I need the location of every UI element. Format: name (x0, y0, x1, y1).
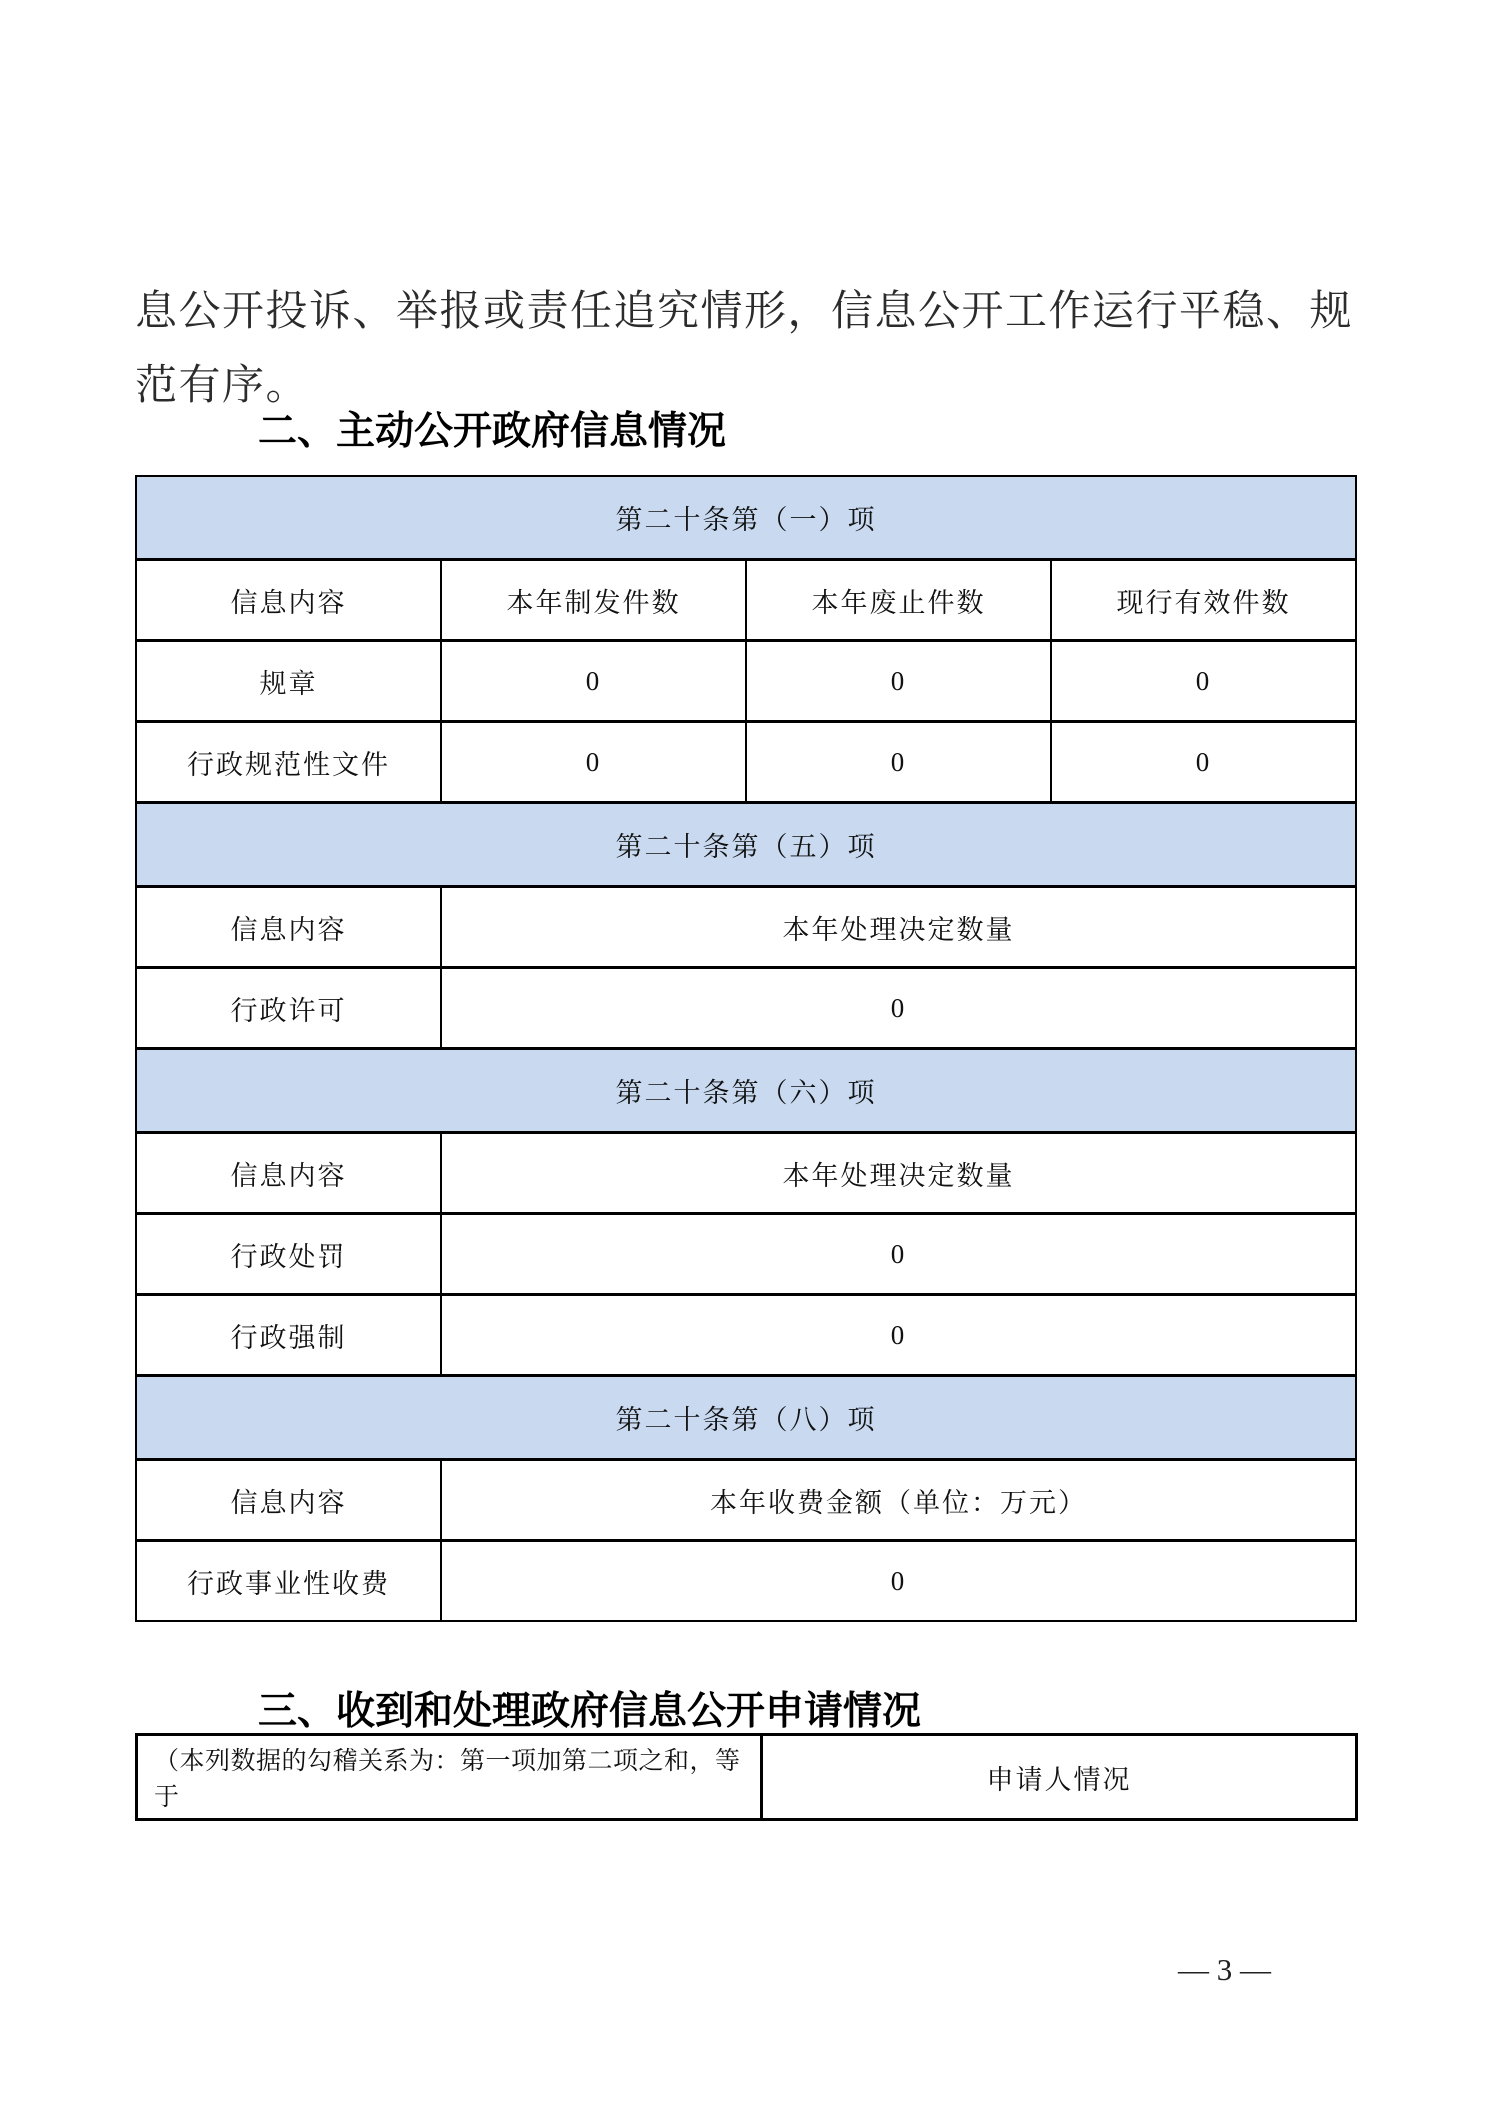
value-cell: 0 (1051, 722, 1356, 803)
row-label-regulations: 规章 (136, 641, 441, 722)
value-cell: 0 (441, 968, 1356, 1049)
row-label-administrative-license: 行政许可 (136, 968, 441, 1049)
table-row (136, 476, 1356, 560)
value-cell: 0 (441, 722, 746, 803)
column-header-info-content: 信息内容 (136, 560, 441, 641)
section-2-heading: 二、主动公开政府信息情况 (258, 410, 727, 453)
table-row (136, 968, 1356, 1049)
value-cell: 0 (441, 1214, 1356, 1295)
application-handling-table (135, 1733, 1358, 1821)
table-row (136, 1049, 1356, 1133)
applicant-status-header: 申请人情况 (762, 1735, 1357, 1820)
column-header-decisions-count: 本年处理决定数量 (441, 887, 1356, 968)
reconciliation-note-cell: （本列数据的勾稽关系为：第一项加第二项之和，等于 (137, 1735, 762, 1820)
value-cell: 0 (746, 722, 1051, 803)
table-row (136, 803, 1356, 887)
section-title-article20-item6: 第二十条第（六）项 (136, 1049, 1356, 1133)
section-title-article20-item1: 第二十条第（一）项 (136, 476, 1356, 560)
column-header-repealed-count: 本年废止件数 (746, 560, 1051, 641)
table-row (136, 641, 1356, 722)
value-cell: 0 (441, 1295, 1356, 1376)
column-header-info-content: 信息内容 (136, 1133, 441, 1214)
row-label-normative-documents: 行政规范性文件 (136, 722, 441, 803)
column-header-effective-count: 现行有效件数 (1051, 560, 1356, 641)
section-3-heading: 三、收到和处理政府信息公开申请情况 (258, 1690, 922, 1733)
column-header-issued-count: 本年制发件数 (441, 560, 746, 641)
body-paragraph-line-1: 息公开投诉、举报或责任追究情形，信息公开工作运行平稳、规 (135, 289, 1354, 335)
table-row (136, 1133, 1356, 1214)
value-cell: 0 (1051, 641, 1356, 722)
row-label-administrative-penalty: 行政处罚 (136, 1214, 441, 1295)
row-label-administrative-coercion: 行政强制 (136, 1295, 441, 1376)
table-row (136, 560, 1356, 641)
table-row (136, 887, 1356, 968)
table-row (137, 1735, 1357, 1820)
row-label-administrative-fees: 行政事业性收费 (136, 1541, 441, 1622)
value-cell: 0 (441, 1541, 1356, 1622)
column-header-info-content: 信息内容 (136, 1460, 441, 1541)
section-title-article20-item8: 第二十条第（八）项 (136, 1376, 1356, 1460)
table-row (136, 1214, 1356, 1295)
table-row (136, 1376, 1356, 1460)
section-title-article20-item5: 第二十条第（五）项 (136, 803, 1356, 887)
column-header-info-content: 信息内容 (136, 887, 441, 968)
column-header-fees-amount: 本年收费金额（单位：万元） (441, 1460, 1356, 1541)
body-paragraph-line-2: 范有序。 (135, 363, 310, 409)
table-row (136, 1541, 1356, 1622)
table-row (136, 1295, 1356, 1376)
value-cell: 0 (441, 641, 746, 722)
table-row (136, 1460, 1356, 1541)
table-row (136, 722, 1356, 803)
value-cell: 0 (746, 641, 1051, 722)
active-disclosure-table (135, 475, 1357, 1622)
column-header-decisions-count: 本年处理决定数量 (441, 1133, 1356, 1214)
page-number: — 3 — (1178, 1952, 1271, 1987)
